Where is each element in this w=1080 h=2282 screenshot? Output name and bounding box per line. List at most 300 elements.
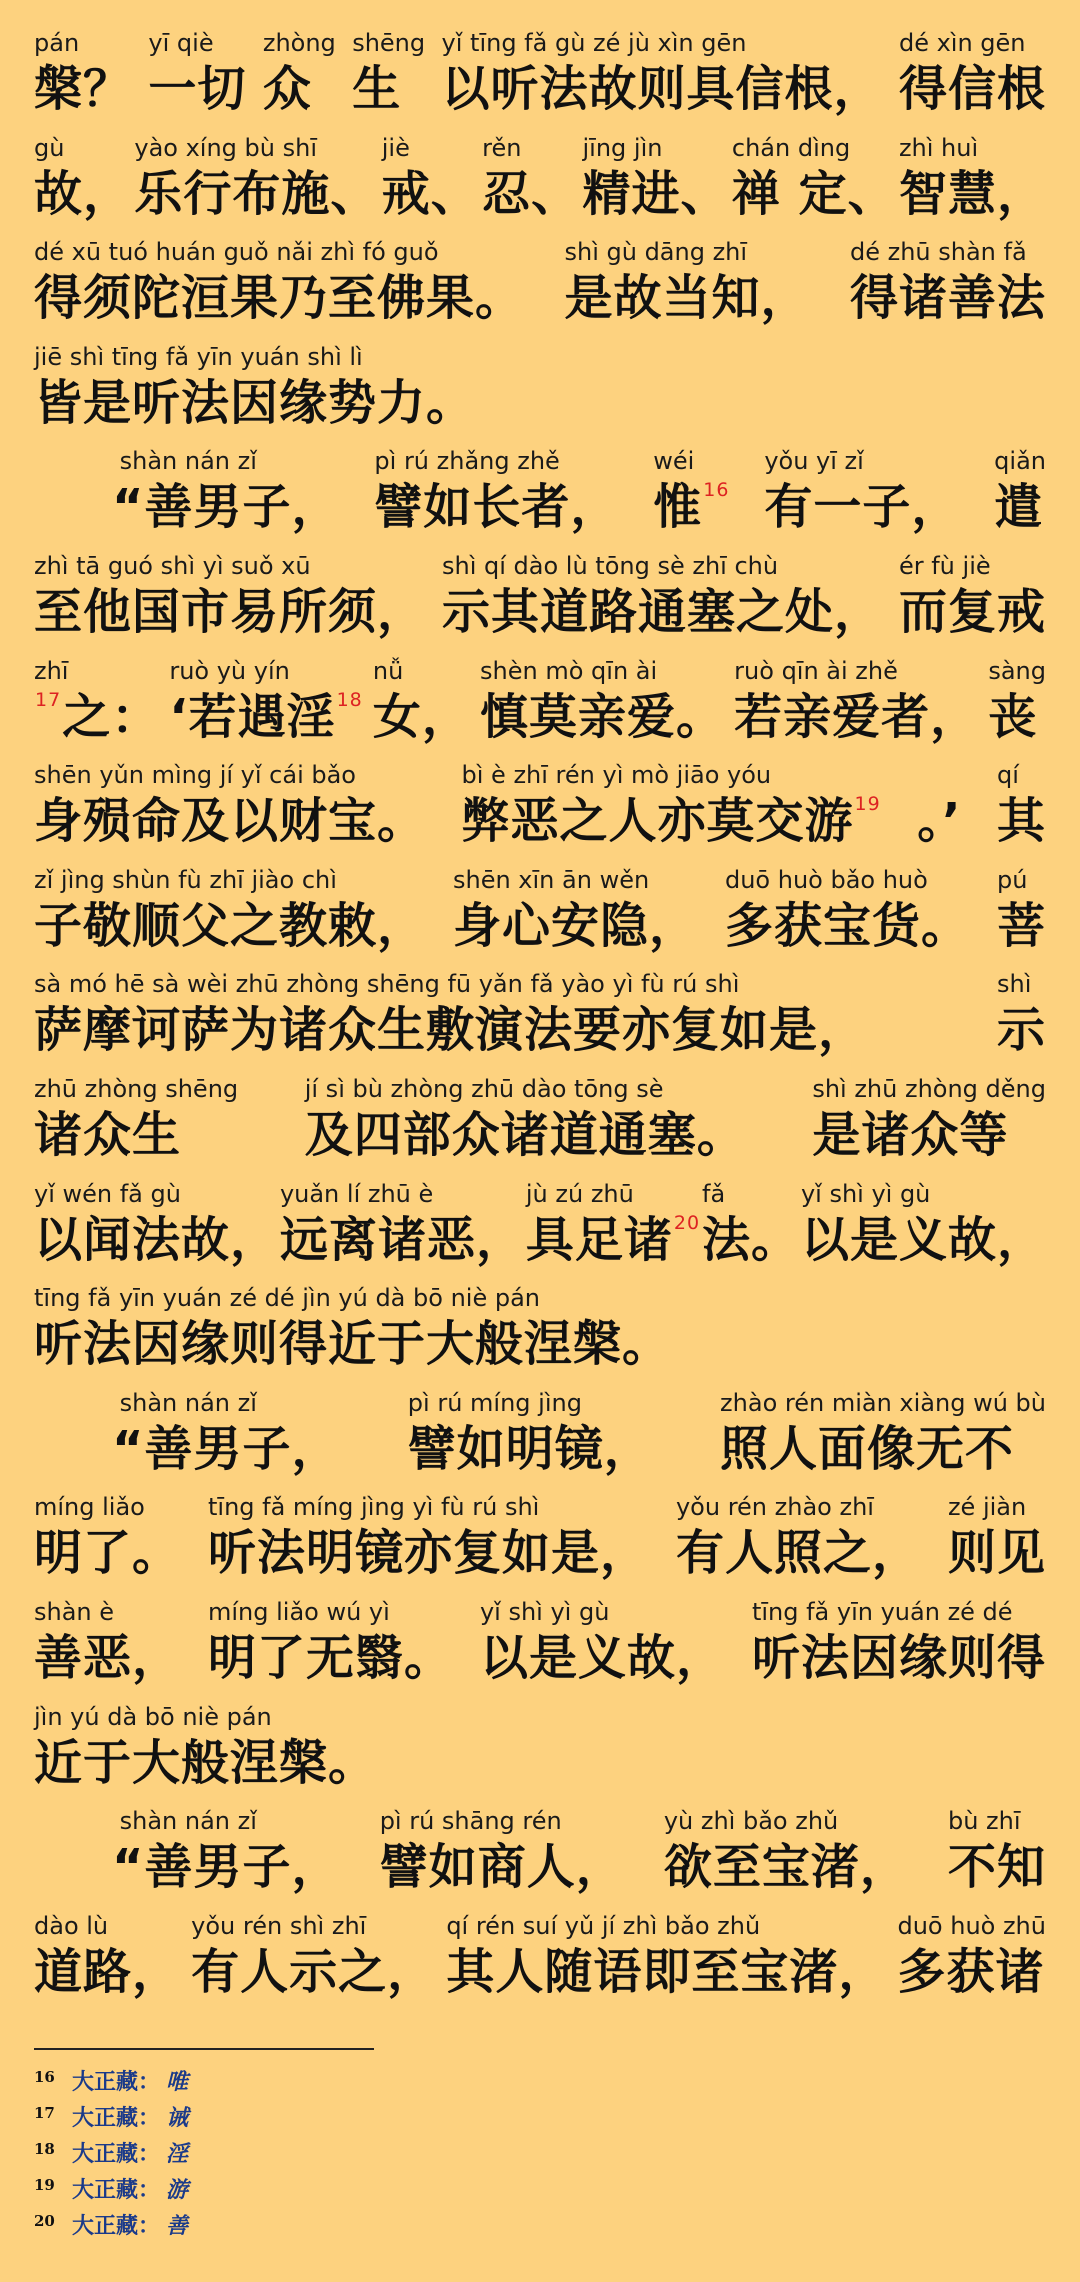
hanzi xyxy=(34,895,426,957)
pinyin: yǐ shì yì gù xyxy=(479,1598,610,1626)
hanzi-text: 诸众生 xyxy=(34,1107,182,1163)
hanzi xyxy=(850,267,1046,329)
hanzi xyxy=(664,1836,909,1898)
word-unit xyxy=(374,446,619,538)
hanzi-text: 听法明镜亦复如是， xyxy=(207,1525,649,1581)
hanzi-text: 遣 xyxy=(994,479,1044,535)
hanzi xyxy=(34,1732,377,1794)
hanzi-text: 一切 xyxy=(148,61,247,117)
footnote-source: 大正藏： xyxy=(72,2177,161,2203)
word-unit xyxy=(34,865,426,957)
word-unit xyxy=(34,1597,181,1689)
word-unit xyxy=(702,1179,800,1271)
text-line xyxy=(34,760,1046,852)
pinyin: pì rú zhǎng zhě xyxy=(374,447,560,475)
word-unit xyxy=(191,1911,436,2003)
hanzi-text: 生 xyxy=(352,61,402,117)
hanzi-text: 是诸众等 xyxy=(812,1107,1009,1163)
hanzi-text: 槃？ xyxy=(34,61,133,117)
pinyin: chán dìng xyxy=(731,134,851,162)
hanzi-text: 有人照之， xyxy=(675,1525,921,1581)
pinyin: yǒu rén zhào zhī xyxy=(675,1493,874,1521)
text-line xyxy=(34,1492,1046,1584)
pinyin: yuǎn lí zhū è xyxy=(279,1180,434,1208)
hanzi xyxy=(34,1104,181,1166)
hanzi xyxy=(899,58,1046,120)
footnote-number: 18 xyxy=(34,2140,55,2158)
hanzi-text: 听法因缘则得 xyxy=(751,1630,1046,1686)
word-unit xyxy=(305,1074,746,1166)
pinyin: jiē shì tīng fǎ yīn yuán shì lì xyxy=(34,343,363,371)
footnotes xyxy=(34,2068,188,2248)
hanzi xyxy=(34,1941,181,2003)
hanzi xyxy=(897,1941,1044,2003)
word-unit xyxy=(34,1492,181,1584)
hanzi-text: 譬如长者， xyxy=(374,479,620,535)
hanzi xyxy=(462,790,882,852)
pinyin: bù zhī xyxy=(947,1807,1021,1835)
hanzi xyxy=(442,581,883,643)
word-unit xyxy=(899,133,1046,225)
word-unit xyxy=(526,1179,701,1271)
pinyin: shēn xīn ān wěn xyxy=(452,866,650,894)
hanzi xyxy=(812,1104,1008,1166)
footnote xyxy=(34,2212,188,2248)
footnote-source: 大正藏： xyxy=(72,2105,161,2131)
text-line xyxy=(34,133,1046,225)
word-unit xyxy=(34,969,867,1061)
hanzi-text: 惟 xyxy=(653,479,703,535)
word-unit xyxy=(446,1911,887,2003)
footnote-variant: 唯 xyxy=(166,2069,189,2095)
word-unit xyxy=(583,133,730,225)
hanzi xyxy=(899,581,1046,643)
pinyin: fǎ xyxy=(702,1180,726,1208)
pinyin: shàn nán zǐ xyxy=(112,447,257,475)
hanzi-text: 至他国市易所须， xyxy=(34,584,427,640)
footnote-ref[interactable]: 20 xyxy=(673,1212,701,1234)
pinyin: tīng fǎ yīn yuán zé dé jìn yú dà bō niè pán xyxy=(34,1284,540,1312)
text-line xyxy=(34,342,1046,434)
hanzi-text: 是故当知， xyxy=(564,270,810,326)
hanzi xyxy=(408,1418,653,1480)
hanzi-text: 其人随语即至宝渚， xyxy=(446,1944,888,2000)
hanzi xyxy=(169,686,363,748)
word-unit xyxy=(994,446,1046,538)
hanzi xyxy=(34,58,132,120)
pinyin: jìn yú dà bō niè pán xyxy=(34,1703,272,1731)
word-unit xyxy=(208,1597,453,1689)
pinyin: shēng xyxy=(352,29,426,57)
pinyin: pú xyxy=(996,866,1028,894)
hanzi-text: 以是义故， xyxy=(479,1630,725,1686)
hanzi-text: 若亲爱者， xyxy=(734,689,980,745)
pinyin: ruò yù yín xyxy=(169,657,290,685)
text-line xyxy=(112,446,1046,538)
hanzi-text: 以是义故， xyxy=(800,1212,1046,1268)
hanzi xyxy=(997,895,1046,957)
hanzi-text: 道路， xyxy=(34,1944,182,2000)
hanzi-text: 身殒命及以财宝。 xyxy=(34,793,427,849)
hanzi-text: 欲至宝渚， xyxy=(663,1839,909,1895)
hanzi xyxy=(732,163,897,225)
footnote-variant: 游 xyxy=(166,2177,189,2203)
pinyin: shì gù dāng zhī xyxy=(564,238,748,266)
word-unit xyxy=(208,1492,649,1584)
hanzi-text: 近于大般涅槃。 xyxy=(34,1735,378,1791)
word-unit xyxy=(482,133,580,225)
text-line xyxy=(34,551,1046,643)
hanzi-text: ‘若遇淫 xyxy=(169,689,336,745)
word-unit xyxy=(564,237,809,329)
hanzi xyxy=(917,790,961,852)
hanzi xyxy=(720,1418,1014,1480)
hanzi xyxy=(34,163,132,225)
footnote-source: 大正藏： xyxy=(72,2141,161,2167)
word-unit xyxy=(263,28,336,120)
hanzi-text: 皆是听法因缘势力。 xyxy=(34,375,476,431)
hanzi xyxy=(34,686,160,748)
hanzi xyxy=(899,163,1046,225)
hanzi xyxy=(725,895,970,957)
pinyin: yī qiè xyxy=(148,29,214,57)
hanzi xyxy=(34,1522,181,1584)
hanzi xyxy=(280,1209,525,1271)
footnote-divider xyxy=(34,2048,374,2050)
word-unit xyxy=(112,1806,341,1898)
pinyin: zhào rén miàn xiàng wú bù xyxy=(720,1389,1046,1417)
pinyin: qí rén suí yǔ jí zhì bǎo zhǔ xyxy=(446,1912,761,1940)
footnote-number: 20 xyxy=(34,2212,55,2230)
hanzi-text: 萨摩诃萨为诸众生敷演法要亦复如是， xyxy=(34,1002,868,1058)
pinyin: wéi xyxy=(653,447,695,475)
hanzi-text: “善男子， xyxy=(112,1421,341,1477)
pinyin: shàn è xyxy=(34,1598,115,1626)
pinyin: duō huò zhū xyxy=(897,1912,1046,1940)
hanzi xyxy=(112,476,341,538)
hanzi xyxy=(988,686,1037,748)
word-unit xyxy=(148,28,246,120)
hanzi-text: 多获诸 xyxy=(897,1944,1045,2000)
text-line xyxy=(112,1388,1046,1480)
hanzi-text: 乐行布施、 xyxy=(134,166,380,222)
pinyin: sà mó hē sà wèi zhū zhòng shēng fū yǎn fǎ yào yì fù rú shì xyxy=(34,970,740,998)
hanzi xyxy=(446,1941,887,2003)
hanzi xyxy=(480,1627,725,1689)
footnote xyxy=(34,2176,188,2212)
pinyin: ér fù jiè xyxy=(898,552,991,580)
hanzi-text: 善恶， xyxy=(34,1630,182,1686)
word-unit xyxy=(34,1179,279,1271)
word-unit xyxy=(134,133,379,225)
word-unit xyxy=(453,865,698,957)
text-line xyxy=(34,1283,1046,1375)
text-line xyxy=(34,865,1046,957)
pinyin: ruò qīn ài zhě xyxy=(734,657,898,685)
hanzi-text: 得须陀洹果乃至佛果。 xyxy=(34,270,525,326)
footnote-variant: 善 xyxy=(166,2213,189,2239)
hanzi-text: 明了无翳。 xyxy=(207,1630,453,1686)
word-unit xyxy=(812,1074,1046,1166)
word-unit xyxy=(752,1597,1046,1689)
hanzi xyxy=(34,790,426,852)
hanzi xyxy=(801,1209,1046,1271)
text-line xyxy=(34,656,1046,748)
word-unit xyxy=(352,28,425,120)
hanzi-text: 其 xyxy=(996,793,1046,849)
hanzi xyxy=(148,58,246,120)
word-unit xyxy=(382,133,480,225)
hanzi-text: 以闻法故， xyxy=(34,1212,280,1268)
hanzi xyxy=(374,476,619,538)
word-unit xyxy=(442,551,883,643)
word-unit xyxy=(948,1806,1046,1898)
footnote-number: 16 xyxy=(34,2068,55,2086)
word-unit xyxy=(280,1179,525,1271)
hanzi-text: 身心安隐， xyxy=(452,898,698,954)
hanzi-text: 以听法故则具信根， xyxy=(441,61,883,117)
hanzi xyxy=(191,1941,436,2003)
hanzi-text: 明了。 xyxy=(34,1525,182,1581)
word-unit xyxy=(850,237,1046,329)
hanzi-text: 智慧， xyxy=(898,166,1046,222)
pinyin: yǐ shì yì gù xyxy=(800,1180,931,1208)
word-unit xyxy=(676,1492,921,1584)
hanzi xyxy=(676,1522,921,1584)
pinyin: shì qí dào lù tōng sè zhī chù xyxy=(441,552,779,580)
hanzi xyxy=(34,267,524,329)
pinyin: dé zhū shàn fǎ xyxy=(849,238,1027,266)
hanzi xyxy=(948,1522,1046,1584)
pinyin: zhì tā guó shì yì suǒ xū xyxy=(34,552,311,580)
word-unit xyxy=(34,1702,377,1794)
pinyin: dé xū tuó huán guǒ nǎi zhì fó guǒ xyxy=(34,238,439,266)
hanzi xyxy=(352,58,401,120)
text-line xyxy=(34,237,1046,329)
hanzi-text: 故， xyxy=(34,166,133,222)
word-unit xyxy=(34,28,132,120)
hanzi-text: 譬如明镜， xyxy=(407,1421,653,1477)
hanzi-text: 有一子， xyxy=(764,479,961,535)
word-unit xyxy=(653,446,730,538)
word-unit xyxy=(34,342,475,434)
hanzi xyxy=(997,999,1046,1061)
hanzi xyxy=(34,1627,181,1689)
hanzi-text: 则见 xyxy=(947,1525,1046,1581)
hanzi xyxy=(482,163,580,225)
hanzi-text: 禅 定、 xyxy=(731,166,897,222)
text-line xyxy=(34,28,1046,120)
word-unit xyxy=(997,760,1046,852)
pinyin: jīng jìn xyxy=(582,134,663,162)
hanzi xyxy=(752,1627,1046,1689)
hanzi xyxy=(34,581,426,643)
word-unit xyxy=(112,446,341,538)
hanzi xyxy=(702,1209,800,1271)
pinyin: zé jiàn xyxy=(947,1493,1027,1521)
word-unit xyxy=(899,551,1046,643)
text-line xyxy=(34,1597,1046,1689)
pinyin: shēn yǔn mìng jí yǐ cái bǎo xyxy=(34,761,356,789)
footnote-ref[interactable]: 16 xyxy=(703,479,730,501)
pinyin: jiè xyxy=(381,134,410,162)
hanzi xyxy=(653,476,730,538)
hanzi-text: 远离诸恶， xyxy=(279,1212,525,1268)
word-unit xyxy=(373,656,471,748)
hanzi xyxy=(380,1836,625,1898)
hanzi xyxy=(764,476,960,538)
hanzi-text: 法。 xyxy=(702,1212,801,1268)
hanzi xyxy=(997,790,1046,852)
word-unit xyxy=(442,28,883,120)
hanzi xyxy=(34,1313,671,1375)
hanzi-text: 之： xyxy=(62,689,161,745)
hanzi xyxy=(263,58,312,120)
pinyin: zhī xyxy=(34,657,69,685)
hanzi xyxy=(948,1836,1046,1898)
text-line xyxy=(34,1702,1046,1794)
pinyin: tīng fǎ míng jìng yì fù rú shì xyxy=(207,1493,540,1521)
word-unit xyxy=(997,865,1046,957)
word-unit xyxy=(725,865,970,957)
word-unit xyxy=(720,1388,1046,1480)
hanzi-text: 慎莫亲爱。 xyxy=(480,689,726,745)
word-unit xyxy=(664,1806,909,1898)
hanzi xyxy=(134,163,379,225)
footnote-ref[interactable]: 18 xyxy=(336,689,363,711)
pinyin: shì zhū zhòng děng xyxy=(812,1075,1046,1103)
hanzi-text: 众 xyxy=(262,61,312,117)
pinyin: nǚ xyxy=(372,657,404,685)
footnote-source: 大正藏： xyxy=(72,2213,161,2239)
hanzi-text: 示其道路通塞之处， xyxy=(441,584,883,640)
hanzi xyxy=(34,999,867,1061)
word-unit xyxy=(732,133,897,225)
word-unit xyxy=(480,1597,725,1689)
hanzi xyxy=(34,372,475,434)
hanzi-text: 精进、 xyxy=(582,166,730,222)
hanzi-text: 示 xyxy=(996,1002,1046,1058)
hanzi-text: 戒、 xyxy=(381,166,480,222)
footnote-ref[interactable]: 17 xyxy=(35,689,62,711)
word-unit xyxy=(899,28,1046,120)
footnote xyxy=(34,2104,188,2140)
hanzi xyxy=(526,1209,701,1271)
word-unit xyxy=(112,1388,341,1480)
pinyin: yù zhì bǎo zhǔ xyxy=(663,1807,839,1835)
footnote-ref[interactable]: 19 xyxy=(854,793,881,815)
footnote-number: 19 xyxy=(34,2176,55,2194)
word-unit xyxy=(764,446,960,538)
word-unit xyxy=(34,1074,238,1166)
word-unit xyxy=(801,1179,1046,1271)
pinyin: pì rú shāng rén xyxy=(379,1807,562,1835)
word-unit xyxy=(34,760,426,852)
word-unit xyxy=(34,1283,671,1375)
pinyin: yǐ wén fǎ gù xyxy=(34,1180,181,1208)
hanzi-text: 多获宝货。 xyxy=(724,898,970,954)
hanzi-text: 照人面像无不 xyxy=(720,1421,1015,1477)
hanzi-text: 得诸善法 xyxy=(849,270,1046,326)
pinyin: dé xìn gēn xyxy=(898,29,1026,57)
pinyin: shàn nán zǐ xyxy=(112,1389,257,1417)
pinyin xyxy=(917,760,925,790)
footnote-variant: 淫 xyxy=(166,2141,189,2167)
hanzi-text: 而复戒 xyxy=(898,584,1046,640)
pinyin: yào xíng bù shī xyxy=(134,134,317,162)
hanzi xyxy=(305,1104,746,1166)
hanzi xyxy=(442,58,883,120)
pinyin: pán xyxy=(34,29,80,57)
hanzi xyxy=(480,686,725,748)
word-unit xyxy=(917,760,961,852)
pinyin: jí sì bù zhòng zhū dào tōng sè xyxy=(304,1075,664,1103)
word-unit xyxy=(480,656,725,748)
pinyin: zhū zhòng shēng xyxy=(34,1075,239,1103)
word-unit xyxy=(380,1806,625,1898)
hanzi xyxy=(112,1836,341,1898)
pinyin: zhòng xyxy=(262,29,336,57)
pinyin: shì xyxy=(996,970,1032,998)
text-line xyxy=(34,1179,1046,1271)
hanzi xyxy=(34,1209,279,1271)
hanzi-text: 譬如商人， xyxy=(379,1839,625,1895)
hanzi xyxy=(734,686,979,748)
pinyin: tīng fǎ yīn yuán zé dé xyxy=(751,1598,1013,1626)
pinyin: míng liǎo wú yì xyxy=(207,1598,390,1626)
pinyin: qí xyxy=(996,761,1019,789)
hanzi-text: 忍、 xyxy=(482,166,581,222)
word-unit xyxy=(169,656,363,748)
hanzi-text: 菩 xyxy=(996,898,1046,954)
word-unit xyxy=(34,551,426,643)
hanzi xyxy=(112,1418,341,1480)
hanzi xyxy=(373,686,471,748)
text-line xyxy=(34,1911,1046,2003)
pinyin: zhì huì xyxy=(898,134,979,162)
pinyin: pì rú míng jìng xyxy=(407,1389,582,1417)
word-unit xyxy=(897,1911,1046,2003)
word-unit xyxy=(408,1388,653,1480)
hanzi-text: “善男子， xyxy=(112,479,341,535)
hanzi xyxy=(208,1627,453,1689)
pinyin: shèn mò qīn ài xyxy=(480,657,658,685)
hanzi xyxy=(994,476,1043,538)
hanzi-text: 子敬顺父之教敕， xyxy=(34,898,427,954)
pinyin: yǒu yī zǐ xyxy=(764,447,864,475)
hanzi-text: 有人示之， xyxy=(191,1944,437,2000)
pinyin: dào lù xyxy=(34,1912,109,1940)
hanzi-text: 具足诸 xyxy=(525,1212,673,1268)
word-unit xyxy=(948,1492,1046,1584)
pinyin: zǐ jìng shùn fù zhī jiào chì xyxy=(34,866,337,894)
word-unit xyxy=(34,133,132,225)
hanzi-text: 听法因缘则得近于大般涅槃。 xyxy=(34,1316,672,1372)
word-unit xyxy=(34,656,160,748)
word-unit xyxy=(462,760,882,852)
word-unit xyxy=(997,969,1046,1061)
pinyin: duō huò bǎo huò xyxy=(724,866,928,894)
hanzi xyxy=(583,163,730,225)
text-line xyxy=(34,969,1046,1061)
pinyin: yǒu rén shì zhī xyxy=(191,1912,367,1940)
word-unit xyxy=(34,1911,181,2003)
footnote xyxy=(34,2068,188,2104)
pinyin: gù xyxy=(34,134,65,162)
pinyin: shàn nán zǐ xyxy=(112,1807,257,1835)
hanzi-text: 丧 xyxy=(988,689,1038,745)
hanzi-text: 女， xyxy=(372,689,471,745)
